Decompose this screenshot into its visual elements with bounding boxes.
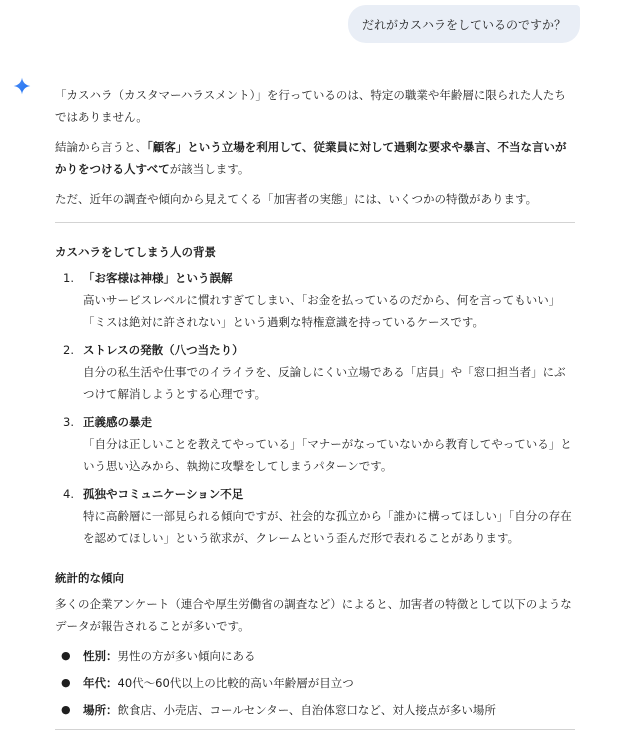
bullet-icon: ● [61,703,71,716]
intro-paragraph-2 [55,136,575,180]
intro-text: が該当します。 [169,162,250,176]
bullet-text: 飲食店、小売店、コールセンター、自治体窓口など、対人接点が多い場所 [117,703,496,717]
intro-text: 結論から言うと、 [55,140,147,154]
item-number: 2. [63,343,74,357]
numbered-item [55,267,575,333]
user-message-bubble [348,5,580,43]
bullet-icon: ● [61,676,71,689]
intro-paragraph-3: ただ、近年の調査や傾向から見えてくる「加害者の実態」には、いくつかの特徴があります。 [55,192,538,206]
bullet-text: 40代〜60代以上の比較的高い年齢層が目立つ [117,676,354,690]
bullet-label: 年代： [83,676,118,690]
item-title: 孤独やコミュニケーション不足 [83,487,244,501]
bullet-label: 性別： [83,649,118,663]
bullet-item [55,672,575,694]
bullet-label: 場所： [83,703,118,717]
intro-paragraph-1: 「カスハラ（カスタマーハラスメント）」を行っているのは、特定の職業や年齢層に限られた人たちではありません。 [55,88,566,124]
item-body: 高いサービスレベルに慣れすぎてしまい、「お金を払っているのだから、何を言ってもいい」「ミスは絶対に許されない」という過剰な特権意識を持っているケースです。 [83,293,561,329]
item-body: 「自分は正しいことを教えてやっている」「マナーがなっていないから教育してやっている」という思い込みから、執拗に攻撃をしてしまうパターンです。 [83,437,572,473]
item-title: ストレスの発散（八つ当たり） [83,343,244,357]
item-number: 1. [63,271,74,285]
gemini-sparkle-icon [12,76,32,96]
divider [55,729,575,730]
item-body: 自分の私生活や仕事でのイライラを、反論しにくい立場である「店員」や「窓口担当者」にぶつけて解消しようとする心理です。 [83,365,566,401]
assistant-response [55,84,575,735]
item-title: 正義感の暴走 [83,415,152,429]
bullet-text: 男性の方が多い傾向にある [117,649,256,663]
bullet-item [55,645,575,667]
user-message-text: だれがカスハラをしているのですか？ [361,17,566,32]
item-body: 特に高齢層に一部見られる傾向ですが、社会的な孤立から「誰かに構ってほしい」「自分の存在を認めてほしい」という欲求が、クレームという歪んだ形で表れることがあります。 [83,509,572,545]
divider [55,222,575,223]
numbered-item [55,483,575,549]
numbered-item [55,339,575,405]
section-title-statistics: 統計的な傾向 [55,571,124,585]
section-title-background: カスハラをしてしまう人の背景 [55,245,216,259]
item-number: 3. [63,415,74,429]
bullet-item [55,699,575,721]
statistics-intro: 多くの企業アンケート（連合や厚生労働省の調査など）によると、加害者の特徴として以下のようなデータが報告されることが多いです。 [55,597,572,633]
item-number: 4. [63,487,74,501]
bullet-icon: ● [61,649,71,662]
numbered-item [55,411,575,477]
intro-bold-text: 「顧客」という立場を利用して、従業員に対して過剰な要求や暴言、不当な言いがかりをつける人すべて [55,140,567,176]
item-title: 「お客様は神様」という誤解 [83,271,233,285]
